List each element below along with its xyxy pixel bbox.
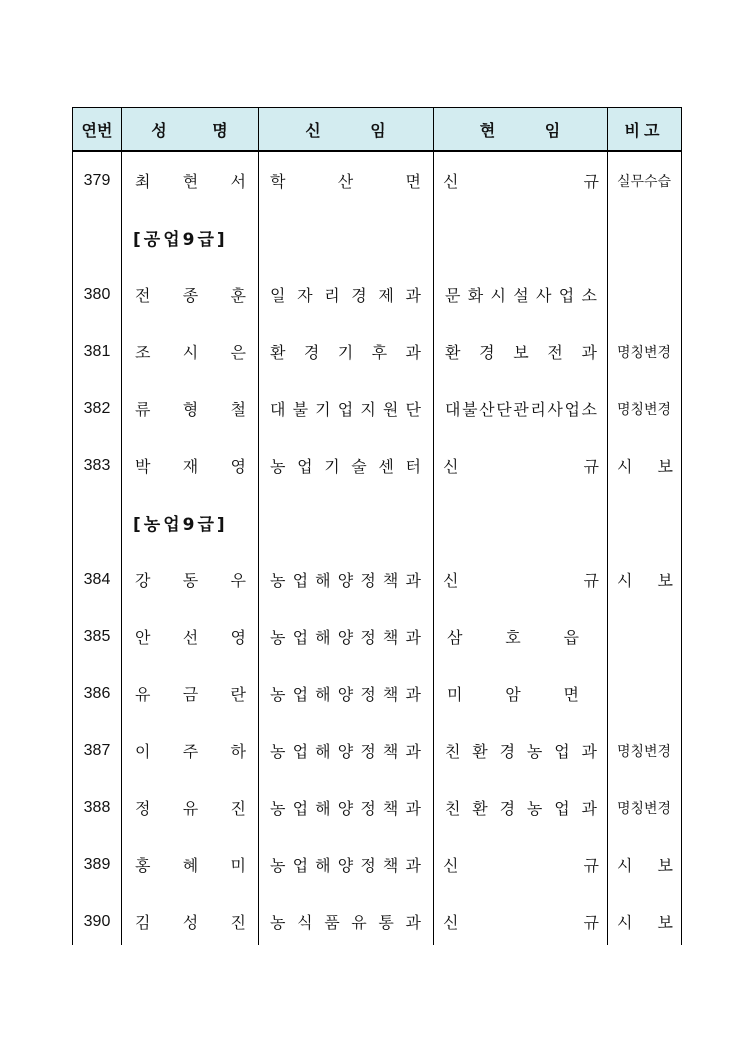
cell-char: 책: [382, 799, 399, 818]
cell-current-post: [443, 836, 599, 893]
section-label: [농업9급]: [133, 515, 228, 535]
cell-char: 강: [135, 571, 151, 590]
cell-char: 해: [315, 799, 331, 818]
cell-char: 안: [135, 628, 151, 647]
cell-char: 전: [547, 343, 563, 362]
cell-char: 훈: [230, 286, 246, 305]
cell-char: 농: [270, 856, 286, 875]
header-name: 성 명: [151, 120, 228, 140]
cell-char: 과: [405, 742, 421, 761]
cell-new-post: [270, 722, 421, 779]
cell-char: 규: [583, 571, 599, 590]
cell-remark: 명칭변경: [616, 743, 672, 760]
cell-remark: [617, 437, 673, 494]
cell-char: 농: [270, 457, 286, 476]
cell-char: 과: [581, 799, 597, 818]
section-row: [73, 209, 681, 266]
cell-char: 업: [558, 286, 575, 305]
cell-char: 대: [445, 400, 461, 419]
cell-remark: 실무수습: [616, 173, 672, 190]
cell-char: 우: [230, 571, 246, 590]
cell-char: 보: [657, 571, 673, 590]
cell-char: 해: [315, 742, 331, 761]
cell-char: 터: [405, 457, 421, 476]
cell-char: 과: [405, 343, 421, 362]
cell-current-post: [447, 608, 579, 665]
cell-char: 현: [182, 172, 199, 191]
cell-char: 양: [337, 628, 354, 647]
header-remark: 비고: [624, 120, 664, 140]
cell-char: 재: [182, 457, 199, 476]
cell-name: [135, 893, 246, 950]
cell-char: 농: [526, 799, 543, 818]
cell-no: 384: [83, 570, 111, 588]
cell-char: 제: [378, 286, 394, 305]
cell-char: 리: [324, 286, 340, 305]
cell-char: 환: [445, 343, 461, 362]
cell-char: 면: [405, 172, 421, 191]
cell-char: 업: [554, 742, 570, 761]
cell-remark: 명칭변경: [616, 401, 672, 418]
cell-new-post: [270, 152, 421, 209]
cell-char: 산: [479, 400, 495, 419]
cell-char: 과: [581, 343, 597, 362]
cell-char: 단: [496, 400, 512, 419]
cell-current-post: [445, 323, 597, 380]
cell-name: [135, 722, 246, 779]
column-divider: [121, 108, 122, 945]
table-row: [73, 665, 681, 722]
cell-char: 양: [337, 571, 354, 590]
cell-char: 농: [270, 742, 286, 761]
cell-char: 정: [360, 685, 376, 704]
cell-char: 산: [337, 172, 354, 191]
cell-new-post: [270, 608, 421, 665]
cell-char: 경: [499, 799, 516, 818]
cell-char: 하: [230, 742, 246, 761]
cell-char: 이: [135, 742, 151, 761]
cell-char: 농: [526, 742, 543, 761]
cell-char: 해: [315, 628, 331, 647]
cell-name: [135, 836, 246, 893]
cell-char: 경: [303, 343, 320, 362]
cell-char: 양: [337, 742, 354, 761]
cell-char: 사: [547, 400, 563, 419]
cell-char: 과: [405, 685, 421, 704]
cell-char: 정: [360, 628, 376, 647]
cell-char: 원: [382, 400, 399, 419]
cell-char: 농: [270, 628, 286, 647]
table-row: [73, 380, 681, 437]
cell-char: 시: [617, 457, 633, 476]
column-divider: [607, 108, 608, 945]
cell-new-post: [270, 266, 421, 323]
table-row: [73, 323, 681, 380]
table-row: [73, 722, 681, 779]
cell-no: 380: [83, 285, 111, 303]
cell-char: 문: [445, 286, 461, 305]
cell-char: 선: [182, 628, 199, 647]
cell-char: 보: [657, 913, 673, 932]
cell-char: 정: [360, 799, 376, 818]
cell-char: 과: [405, 628, 421, 647]
cell-char: 경: [351, 286, 367, 305]
cell-char: 규: [583, 172, 599, 191]
cell-remark: [617, 836, 673, 893]
cell-char: 미: [230, 856, 246, 875]
cell-char: 암: [505, 685, 521, 704]
cell-char: 보: [657, 856, 673, 875]
cell-new-post: [270, 779, 421, 836]
cell-char: 류: [135, 400, 151, 419]
cell-name: [135, 779, 246, 836]
cell-char: 환: [472, 742, 488, 761]
table-row: [73, 437, 681, 494]
column-divider: [258, 108, 259, 945]
cell-char: 주: [182, 742, 199, 761]
cell-char: 책: [382, 685, 399, 704]
cell-char: 종: [182, 286, 199, 305]
cell-char: 정: [360, 571, 376, 590]
cell-no: 387: [83, 741, 111, 759]
cell-char: 기: [324, 457, 340, 476]
cell-char: 소: [581, 286, 597, 305]
cell-char: 서: [230, 172, 246, 191]
cell-new-post: [270, 380, 421, 437]
cell-char: 과: [405, 286, 421, 305]
cell-char: 영: [230, 457, 246, 476]
header-current-post: 현 임: [479, 120, 561, 140]
cell-current-post: [443, 437, 599, 494]
cell-new-post: [270, 323, 421, 380]
cell-current-post: [445, 779, 597, 836]
cell-char: 유: [135, 685, 151, 704]
cell-char: 규: [583, 856, 599, 875]
cell-char: 유: [351, 913, 367, 932]
cell-no: 383: [83, 456, 111, 474]
cell-char: 정: [360, 742, 376, 761]
cell-char: 보: [657, 457, 673, 476]
cell-char: 책: [382, 628, 399, 647]
cell-char: 과: [405, 856, 421, 875]
table-row: [73, 551, 681, 608]
cell-char: 은: [230, 343, 246, 362]
cell-char: 면: [563, 685, 579, 704]
cell-no: 381: [83, 342, 111, 360]
cell-char: 영: [230, 628, 246, 647]
cell-char: 신: [443, 913, 459, 932]
cell-char: 환: [472, 799, 488, 818]
cell-char: 성: [182, 913, 199, 932]
cell-char: 책: [382, 742, 399, 761]
cell-char: 전: [135, 286, 151, 305]
cell-char: 관: [513, 400, 529, 419]
cell-remark: 명칭변경: [616, 344, 672, 361]
cell-char: 정: [135, 799, 151, 818]
cell-no: 386: [83, 684, 111, 702]
cell-char: 기: [337, 343, 354, 362]
cell-char: 업: [297, 457, 313, 476]
cell-no: 385: [83, 627, 111, 645]
cell-char: 업: [337, 400, 354, 419]
cell-char: 술: [351, 457, 367, 476]
cell-char: 형: [182, 400, 199, 419]
personnel-table: [72, 107, 682, 945]
section-label: [공업9급]: [133, 230, 228, 250]
cell-char: 품: [324, 913, 340, 932]
cell-char: 친: [445, 742, 461, 761]
cell-char: 과: [405, 799, 421, 818]
section-row: [73, 494, 681, 551]
header-new-post: 신 임: [305, 120, 386, 140]
cell-name: [135, 380, 246, 437]
cell-char: 경: [499, 742, 516, 761]
cell-char: 센: [378, 457, 394, 476]
cell-char: 불: [462, 400, 478, 419]
cell-char: 기: [315, 400, 331, 419]
cell-char: 신: [443, 172, 459, 191]
cell-char: 통: [378, 913, 394, 932]
cell-char: 과: [405, 571, 421, 590]
cell-char: 후: [371, 343, 388, 362]
cell-char: 삼: [447, 628, 463, 647]
cell-char: 학: [270, 172, 286, 191]
table-row: [73, 893, 681, 950]
cell-char: 경: [479, 343, 495, 362]
cell-char: 철: [230, 400, 246, 419]
cell-char: 해: [315, 856, 331, 875]
cell-char: 식: [297, 913, 313, 932]
cell-name: [135, 665, 246, 722]
cell-char: 업: [292, 628, 309, 647]
cell-char: 설: [513, 286, 529, 305]
cell-name: [135, 608, 246, 665]
cell-char: 업: [292, 856, 309, 875]
cell-char: 화: [467, 286, 484, 305]
cell-char: 양: [337, 856, 354, 875]
cell-remark: 명칭변경: [616, 800, 672, 817]
cell-char: 박: [135, 457, 151, 476]
cell-current-post: [443, 551, 599, 608]
cell-char: 금: [182, 685, 199, 704]
cell-char: 농: [270, 571, 286, 590]
cell-char: 규: [583, 913, 599, 932]
cell-char: 자: [297, 286, 313, 305]
cell-current-post: [445, 722, 597, 779]
cell-char: 농: [270, 799, 286, 818]
cell-char: 업: [292, 742, 309, 761]
header-no: 연번: [81, 120, 113, 140]
cell-current-post: [447, 665, 579, 722]
cell-current-post: [445, 380, 597, 437]
cell-char: 리: [530, 400, 546, 419]
cell-char: 대: [270, 400, 286, 419]
cell-char: 업: [564, 400, 580, 419]
cell-char: 책: [382, 571, 399, 590]
cell-char: 혜: [182, 856, 199, 875]
cell-char: 시: [617, 913, 633, 932]
cell-no: 388: [83, 798, 111, 816]
cell-name: [135, 152, 246, 209]
cell-name: [135, 323, 246, 380]
cell-new-post: [270, 551, 421, 608]
cell-char: 시: [617, 856, 633, 875]
cell-char: 소: [581, 400, 597, 419]
cell-char: 정: [360, 856, 376, 875]
cell-char: 미: [447, 685, 463, 704]
cell-char: 업: [292, 799, 309, 818]
cell-char: 유: [182, 799, 199, 818]
table-row: [73, 266, 681, 323]
cell-char: 진: [230, 799, 246, 818]
table-row: [73, 152, 681, 209]
table-header: [73, 108, 681, 152]
cell-char: 시: [182, 343, 199, 362]
cell-char: 업: [292, 571, 309, 590]
cell-char: 양: [337, 799, 354, 818]
cell-no: 382: [83, 399, 111, 417]
cell-char: 환: [270, 343, 286, 362]
cell-char: 과: [405, 913, 421, 932]
cell-char: 김: [135, 913, 151, 932]
cell-char: 일: [270, 286, 286, 305]
cell-char: 보: [513, 343, 529, 362]
cell-char: 단: [405, 400, 421, 419]
cell-char: 시: [617, 571, 633, 590]
cell-char: 란: [230, 685, 246, 704]
cell-new-post: [270, 665, 421, 722]
cell-char: 친: [445, 799, 461, 818]
cell-char: 과: [581, 742, 597, 761]
cell-char: 조: [135, 343, 151, 362]
cell-no: 390: [83, 912, 111, 930]
cell-no: 389: [83, 855, 111, 873]
cell-char: 신: [443, 856, 459, 875]
cell-char: 최: [135, 172, 151, 191]
table-row: [73, 779, 681, 836]
column-divider: [433, 108, 434, 945]
cell-remark: [617, 893, 673, 950]
cell-char: 읍: [563, 628, 579, 647]
cell-char: 신: [443, 457, 459, 476]
cell-new-post: [270, 437, 421, 494]
cell-remark: [617, 551, 673, 608]
cell-char: 홍: [135, 856, 151, 875]
cell-char: 해: [315, 571, 331, 590]
cell-char: 신: [443, 571, 459, 590]
cell-current-post: [443, 893, 599, 950]
cell-new-post: [270, 893, 421, 950]
cell-char: 양: [337, 685, 354, 704]
table-row: [73, 836, 681, 893]
cell-char: 농: [270, 685, 286, 704]
cell-char: 해: [315, 685, 331, 704]
table-row: [73, 608, 681, 665]
cell-current-post: [445, 266, 597, 323]
cell-new-post: [270, 836, 421, 893]
cell-char: 지: [360, 400, 376, 419]
cell-char: 규: [583, 457, 599, 476]
cell-current-post: [443, 152, 599, 209]
cell-name: [135, 551, 246, 608]
cell-char: 불: [292, 400, 309, 419]
cell-no: 379: [83, 171, 111, 189]
cell-char: 책: [382, 856, 399, 875]
cell-char: 업: [554, 799, 570, 818]
cell-char: 업: [292, 685, 309, 704]
cell-name: [135, 437, 246, 494]
cell-name: [135, 266, 246, 323]
cell-char: 시: [490, 286, 506, 305]
cell-char: 사: [536, 286, 552, 305]
cell-char: 동: [182, 571, 199, 590]
cell-char: 진: [230, 913, 246, 932]
cell-char: 농: [270, 913, 286, 932]
cell-char: 호: [505, 628, 521, 647]
